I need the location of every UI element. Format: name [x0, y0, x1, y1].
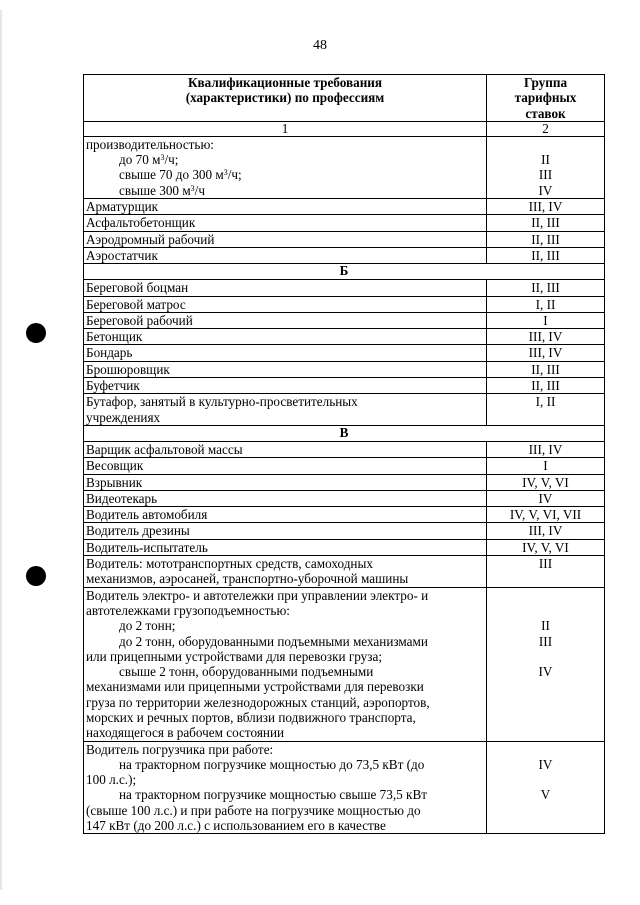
table-row [84, 136, 605, 198]
table-row [84, 490, 605, 506]
table-row [84, 247, 605, 263]
qualification-table [83, 74, 605, 834]
table-row [84, 296, 605, 312]
section-row [84, 425, 605, 441]
table-row [84, 312, 605, 328]
table-row [84, 329, 605, 345]
profession-cell: Водитель автомобиля [84, 507, 487, 523]
profession-cell: Водитель электро- и автотележки при управлении электро- и автотележками грузоподъемностью: до 2 тонн; до 2 тонн, оборудованными подъемными механизмами или прицепными устройствами для перевозки груза; свыше 2 тонн, оборудованными подъемными механизмами или прицепными устройствами для перевозки груза по территории железнодорожных станций, аэропортов, морских и речных портов, вблизи подвижного транспорта, находящегося в рабочем состоянии [84, 587, 487, 741]
column-number: 1 [84, 121, 487, 136]
scan-edge [0, 10, 2, 890]
group-cell: I, II [487, 394, 605, 426]
profession-cell: Бетонщик [84, 329, 487, 345]
group-cell: II, III [487, 215, 605, 231]
group-cell: IV, V, VI [487, 539, 605, 555]
column-number: 2 [487, 121, 605, 136]
group-cell: I, II [487, 296, 605, 312]
profession-cell: Береговой рабочий [84, 312, 487, 328]
table-row [84, 587, 605, 741]
table-row [84, 280, 605, 296]
table-row [84, 441, 605, 457]
table-row [84, 361, 605, 377]
profession-cell: Асфальтобетонщик [84, 215, 487, 231]
group-cell: II, III [487, 280, 605, 296]
table-row [84, 523, 605, 539]
profession-cell: Береговой матрос [84, 296, 487, 312]
profession-cell: Буфетчик [84, 378, 487, 394]
profession-cell: Видеотекарь [84, 490, 487, 506]
profession-cell: Взрывник [84, 474, 487, 490]
group-cell: III, IV [487, 441, 605, 457]
page-number: 48 [313, 38, 327, 53]
group-cell: IV, V, VI [487, 474, 605, 490]
table-row [84, 199, 605, 215]
group-cell: III, IV [487, 523, 605, 539]
group-cell: II III IV [487, 587, 605, 741]
section-letter: Б [84, 264, 605, 280]
profession-cell: Арматурщик [84, 199, 487, 215]
table-row [84, 394, 605, 426]
group-cell: III, IV [487, 199, 605, 215]
profession-cell: Бутафор, занятый в культурно-просветительных учреждениях [84, 394, 487, 426]
table-row [84, 458, 605, 474]
group-cell: II, III [487, 247, 605, 263]
table-row [84, 474, 605, 490]
header-tariff-group: Группа тарифных ставок [487, 75, 605, 122]
column-number-row [84, 121, 605, 136]
table-row [84, 215, 605, 231]
profession-cell: Брошюровщик [84, 361, 487, 377]
table-row [84, 741, 605, 834]
table-row [84, 378, 605, 394]
profession-cell: Водитель дрезины [84, 523, 487, 539]
group-cell: II III IV [487, 136, 605, 198]
section-row [84, 264, 605, 280]
group-cell: II, III [487, 378, 605, 394]
table-row [84, 231, 605, 247]
table-header-row [84, 75, 605, 122]
group-cell: III [487, 556, 605, 588]
profession-cell: Береговой боцман [84, 280, 487, 296]
group-cell: IV [487, 490, 605, 506]
profession-cell: Аэростатчик [84, 247, 487, 263]
group-cell: IV V [487, 741, 605, 834]
profession-cell: Водитель погрузчика при работе: на тракторном погрузчике мощностью до 73,5 кВт (до 100 л.с.); на тракторном погрузчике мощностью свыше 73,5 кВт (свыше 100 л.с.) и при работе на погрузчике мощностью до 147 кВт (до 200 л.с.) с использованием его в качестве [84, 741, 487, 834]
group-cell: III, IV [487, 329, 605, 345]
profession-cell: Водитель-испытатель [84, 539, 487, 555]
profession-cell: Водитель: мототранспортных средств, самоходных механизмов, аэросаней, транспортно-уборочной машины [84, 556, 487, 588]
table-row [84, 539, 605, 555]
punch-hole [26, 566, 46, 586]
profession-cell: Весовщик [84, 458, 487, 474]
table-row [84, 556, 605, 588]
profession-cell: производительностью: до 70 $м^3/ч$; свыше 70 до 300 $м^3/ч$; свыше 300 $м^3/ч$ [84, 136, 487, 198]
group-cell: III, IV [487, 345, 605, 361]
table-row [84, 345, 605, 361]
group-cell: IV, V, VI, VII [487, 507, 605, 523]
profession-cell: Бондарь [84, 345, 487, 361]
profession-cell: Варщик асфальтовой массы [84, 441, 487, 457]
header-professions: Квалификационные требования (характеристики) по профессиям [84, 75, 487, 122]
group-cell: II, III [487, 231, 605, 247]
group-cell: II, III [487, 361, 605, 377]
punch-hole [26, 323, 46, 343]
group-cell: I [487, 458, 605, 474]
profession-cell: Аэродромный рабочий [84, 231, 487, 247]
section-letter: В [84, 425, 605, 441]
group-cell: I [487, 312, 605, 328]
table-row [84, 507, 605, 523]
